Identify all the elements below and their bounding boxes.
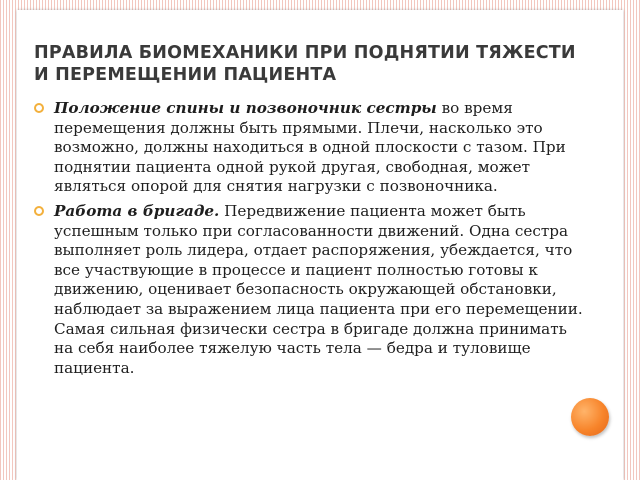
bullet-item-spine-position bbox=[34, 99, 590, 197]
bullet-circle-icon bbox=[34, 206, 44, 216]
slide-title: ПРАВИЛА БИОМЕХАНИКИ ПРИ ПОДНЯТИИ ТЯЖЕСТИ И ПЕРЕМЕЩЕНИИ ПАЦИЕНТА bbox=[34, 43, 576, 85]
bullet-item-teamwork bbox=[34, 202, 590, 378]
bullet-text: во время перемещения должны быть прямыми. Плечи, насколько это возможно, должны находиться в одной плоскости с тазом. При поднятии пациента одной рукой другая, свободная, может являться опорой для снятия нагрузки с позвоночника. bbox=[54, 99, 566, 196]
bullet-emphasis: Положение спины и позвоночник сестры bbox=[54, 99, 437, 117]
bullet-circle-icon bbox=[34, 103, 44, 113]
bullet-list bbox=[34, 99, 590, 383]
bullet-emphasis: Работа в бригаде. bbox=[54, 201, 220, 220]
bullet-text: Передвижение пациента может быть успешным только при согласованности движений. Одна сестра выполняет роль лидера, отдает распоряжения, убеждается, что все участвующие в процессе и пациент полностью готовы к движению, оценивает безопасность окружающей обстановки, наблюдает за выражением лица пациента при его перемещении. Самая сильная физически сестра в бригаде должна принимать на себя наиболее тяжелую часть тела — бедра и туловище пациента. bbox=[54, 201, 583, 377]
decorative-orange-circle-icon bbox=[571, 398, 609, 436]
